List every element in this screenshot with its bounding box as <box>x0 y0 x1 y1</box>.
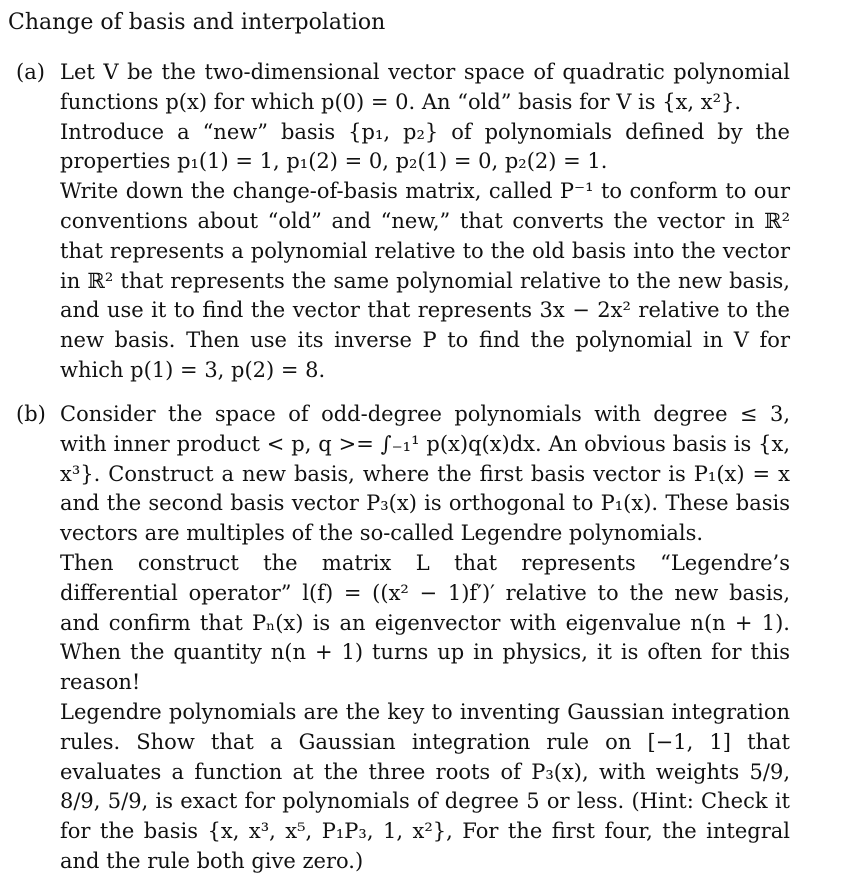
part-a-paragraph: Introduce a “new” basis {p₁, p₂} of polynomials defined by the properties p₁(1) = 1, p₁(2) = 0, p₂(1) = 0, p₂(2) = 1. <box>60 119 790 174</box>
part-b-label: (b) <box>16 402 46 426</box>
part-b-body <box>60 400 790 877</box>
part-a-label: (a) <box>16 60 45 84</box>
part-b-paragraph: Legendre polynomials are the key to inventing Gaussian integration rules. Show that a Gaussian integration rule on [−1, 1] that evaluates a function at the three roots of P₃(x), with weights 5/9, 8/9, 5/9, is exact for polynomials of degree 5 or less. (Hint: Check it for the basis {x, x³, x⁵, P₁P₃, 1, x²}, For the first four, the integral and the rule both give zero.) <box>60 699 790 873</box>
part-a-paragraph: Write down the change-of-basis matrix, called P⁻¹ to conform to our conventions about “old” and “new,” that converts the vector in ℝ² that represents a polynomial relative to the old basis into the vector in ℝ² that represents the same polynomial relative to the new basis, and use it to find the vector that represents 3x − 2x² relative to the new basis. Then use its inverse P to find the polynomial in V for which p(1) = 3, p(2) = 8. <box>60 179 790 382</box>
page-title: Change of basis and interpolation <box>8 10 386 35</box>
part-a-body <box>60 58 790 386</box>
part-a-paragraph: Let V be the two-dimensional vector space of quadratic polynomial functions p(x) for which p(0) = 0. An “old” basis for V is {x, x²}. <box>60 60 790 114</box>
part-b-paragraph: Consider the space of odd-degree polynomials with degree ≤ 3, with inner product < p, q >= ∫₋₁¹ p(x)q(x)dx. An obvious basis is {x, x³}. Construct a new basis, where the first basis vector is P₁(x) = x and the second basis vector P₃(x) is orthogonal to P₁(x). These basis vectors are multiples of the so-called Legendre polynomials. <box>60 402 790 546</box>
part-b-paragraph: Then construct the matrix L that represents “Legendre’s differential operator” l(f) = ((x² − 1)f′)′ relative to the new basis, and confirm that Pₙ(x) is an eigenvector with eigenvalue n(n + 1). When the quantity n(n + 1) turns up in physics, it is often for this reason! <box>60 550 790 695</box>
